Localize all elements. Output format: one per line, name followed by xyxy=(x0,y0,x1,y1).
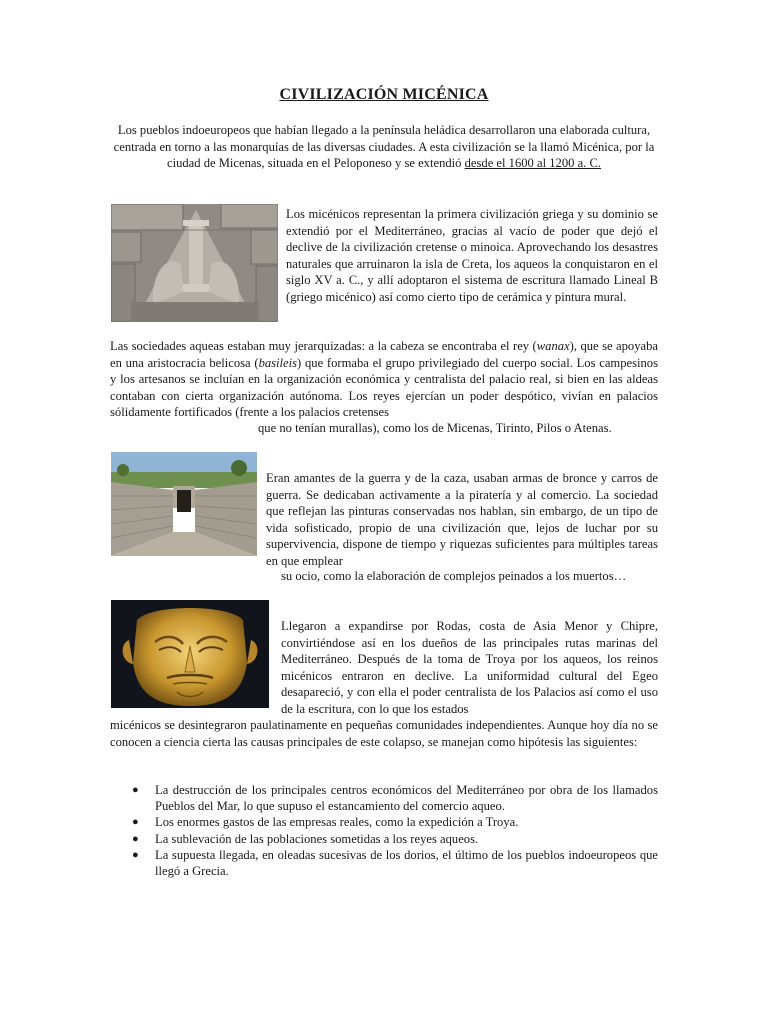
section4-tail: micénicos se desintegraron paulatinamente en pequeñas comunidades independientes. Aunque hoy día no se conocen a ciencia cierta las causas principales de este colapso, se manejan como hipótesis las siguientes: xyxy=(110,718,658,749)
lion-gate-image xyxy=(111,204,278,322)
section2-text-c: ) que formaba el grupo privilegiado del cuerpo social. Los campesinos y los artesanos se incluían en la organización económica y centralista del palacio real, si bien en las aldeas contaban con cierta organización autónoma. Los reyes ejercían un poder despótico, vivían en palacios sólidamente fortificados (frente a los palacios cretenses xyxy=(110,355,659,419)
list-item xyxy=(110,782,658,814)
intro-date-span: desde el 1600 al 1200 a. C. xyxy=(464,156,602,170)
bullet-icon: ● xyxy=(132,784,139,796)
treasury-atreus-image xyxy=(111,452,257,556)
list-item-text: La supuesta llegada, en oleadas sucesivas de los dorios, el último de los pueblos indoeuropeos que llegó a Grecia. xyxy=(155,847,658,879)
bullet-icon: ● xyxy=(132,816,139,829)
intro-text: Los pueblos indoeuropeos que habían llegado a la península heládica desarrollaron una elaborada cultura, centrada en torno a las monarquías de las diversas ciudades. A esta civilización se la llamó Micénica, por la ciudad de Micenas, situada en el Peloponeso y se extendió xyxy=(113,123,655,170)
section3-tail: su ocio, como la elaboración de complejos peinados a los muertos… xyxy=(281,569,627,583)
intro-paragraph xyxy=(110,122,658,172)
section2-text-b: ), que se apoyaba en una aristocracia belicosa ( xyxy=(110,339,658,370)
term-basileis: basileis xyxy=(258,355,298,370)
section3-paragraph: Eran amantes de la guerra y de la caza, usaban armas de bronce y carros de guerra. Se dedicaban activamente a la piratería y al comercio. La sociedad que reflejan las pinturas conservadas nos hablan, sin embargo, de un tipo de vida sofisticado, propio de una civilización que, lejos de luchar por su supervivencia, dispone de tiempo y riquezas suficientes para múltiples tareas en que emplear xyxy=(266,471,658,568)
section2-tail: que no tenían murallas), como los de Micenas, Tirinto, Pilos o Atenas. xyxy=(258,421,612,435)
section1-paragraph: Los micénicos representan la primera civilización griega y su dominio se extendió por el Mediterráneo, gracias al vacío de poder que dejó el declive de la civilización cretense o minoica. Aprovechando los desastres naturales que arruinaron la isla de Creta, los aqueos la conquistaron en el siglo XV a. C., y allí adoptaron el sistema de escritura llamado Lineal B (griego micénico) así como cierto tipo de cerámica y pintura mural. xyxy=(286,207,658,304)
term-wanax: wanax xyxy=(536,339,570,353)
page-title: CIVILIZACIÓN MICÉNICA xyxy=(279,86,489,103)
list-item-text: La sublevación de las poblaciones sometidas a los reyes aqueos. xyxy=(155,831,479,846)
list-item xyxy=(110,831,658,847)
list-item xyxy=(110,847,658,879)
section2-paragraph xyxy=(110,338,658,421)
section2-text-a: Las sociedades aqueas estaban muy jerarquizadas: a la cabeza se encontraba el rey ( xyxy=(110,339,537,353)
list-item-text: Los enormes gastos de las empresas reales, como la expedición a Troya. xyxy=(155,815,519,830)
section4-paragraph: Llegaron a expandirse por Rodas, costa de Asia Menor y Chipre, convirtiéndose así en los dueños de las principales rutas marinas del Mediterráneo. Después de la toma de Troya por los aqueos, los reinos micénicos entraron en declive. La uniformidad cultural del Egeo desapareció, y con ella el poder centralista de los Palacios así como el uso de la escritura, con lo que los estados xyxy=(281,619,658,716)
causes-list xyxy=(110,782,658,879)
bullet-icon: ● xyxy=(132,848,139,861)
agamemnon-mask-image xyxy=(111,600,269,708)
bullet-icon: ● xyxy=(132,832,139,845)
list-item xyxy=(110,814,658,830)
list-item-text: La destrucción de los principales centros económicos del Mediterráneo por obra de los llamados Pueblos del Mar, lo que supuso el estancamiento del comercio aqueo. xyxy=(155,783,658,814)
